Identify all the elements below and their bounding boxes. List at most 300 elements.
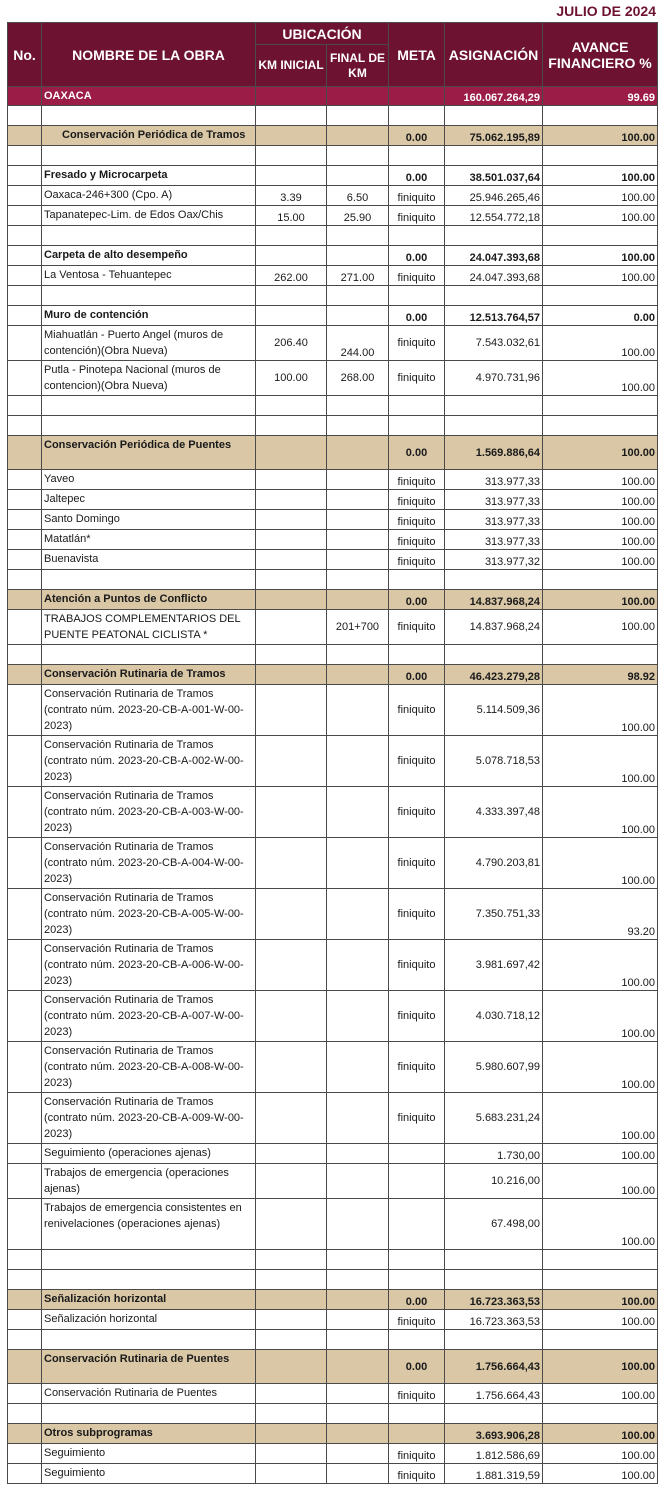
work-name-cell: Carpeta de alto desempeño xyxy=(42,246,256,266)
final-km-cell xyxy=(327,510,389,530)
avance-cell: 100.00 xyxy=(543,530,658,550)
table-row xyxy=(8,186,658,206)
no-cell xyxy=(8,570,42,590)
no-cell xyxy=(8,396,42,416)
table-row xyxy=(8,1444,658,1464)
avance-cell: 100.00 xyxy=(543,1464,658,1484)
blank-row xyxy=(8,1270,658,1290)
meta-cell xyxy=(389,645,445,665)
work-name-cell: Santo Domingo xyxy=(42,510,256,530)
meta-cell xyxy=(389,146,445,166)
final-km-cell xyxy=(327,1444,389,1464)
km-inicial-cell xyxy=(256,436,327,470)
final-km-cell xyxy=(327,306,389,326)
km-inicial-cell xyxy=(256,166,327,186)
km-inicial-cell xyxy=(256,1384,327,1404)
no-cell xyxy=(8,991,42,1042)
blank-row xyxy=(8,1404,658,1424)
final-km-cell xyxy=(327,470,389,490)
work-name-cell: Conservación Rutinaria de Tramos (contrato núm. 2023-20-CB-A-003-W-00-2023) xyxy=(42,787,256,838)
km-inicial-cell xyxy=(256,1270,327,1290)
work-name-cell xyxy=(42,1270,256,1290)
table-row xyxy=(8,1042,658,1093)
no-cell xyxy=(8,1330,42,1350)
km-inicial-cell xyxy=(256,1444,327,1464)
blank-row xyxy=(8,226,658,246)
final-km-cell xyxy=(327,1424,389,1444)
table-row xyxy=(8,1093,658,1144)
table-row xyxy=(8,1144,658,1164)
final-km-cell xyxy=(327,1384,389,1404)
section-row xyxy=(8,1290,658,1310)
km-inicial-cell xyxy=(256,246,327,266)
work-name-cell: Tapanatepec-Lim. de Edos Oax/Chis xyxy=(42,206,256,226)
no-cell xyxy=(8,416,42,436)
no-cell xyxy=(8,610,42,645)
meta-cell: finiquito xyxy=(389,1464,445,1484)
avance-cell: 100.00 xyxy=(543,991,658,1042)
km-inicial-cell xyxy=(256,126,327,146)
asignacion-cell xyxy=(445,416,543,436)
asignacion-cell: 4.790.203,81 xyxy=(445,838,543,889)
no-cell xyxy=(8,1093,42,1144)
km-inicial-cell xyxy=(256,1424,327,1444)
final-km-cell: 25.90 xyxy=(327,206,389,226)
state-row xyxy=(8,87,658,106)
no-cell xyxy=(8,1199,42,1250)
km-inicial-cell: 100.00 xyxy=(256,361,327,396)
section-row xyxy=(8,590,658,610)
km-inicial-cell xyxy=(256,1042,327,1093)
meta-cell xyxy=(389,286,445,306)
avance-cell xyxy=(543,226,658,246)
table-row xyxy=(8,530,658,550)
works-table xyxy=(7,22,658,1484)
km-inicial-cell xyxy=(256,590,327,610)
final-km-cell: 271.00 xyxy=(327,266,389,286)
meta-cell: finiquito xyxy=(389,1042,445,1093)
work-name-cell xyxy=(42,106,256,126)
no-cell xyxy=(8,685,42,736)
table-row xyxy=(8,326,658,361)
km-inicial-cell xyxy=(256,510,327,530)
meta-cell xyxy=(389,396,445,416)
km-inicial-cell: 3.39 xyxy=(256,186,327,206)
asignacion-cell: 1.812.586,69 xyxy=(445,1444,543,1464)
km-inicial-cell: 15.00 xyxy=(256,206,327,226)
table-row xyxy=(8,266,658,286)
asignacion-cell: 46.423.279,28 xyxy=(445,665,543,685)
avance-cell: 100.00 xyxy=(543,490,658,510)
meta-cell: finiquito xyxy=(389,1310,445,1330)
meta-cell: finiquito xyxy=(389,991,445,1042)
meta-cell xyxy=(389,226,445,246)
meta-cell xyxy=(389,1270,445,1290)
asignacion-cell: 313.977,33 xyxy=(445,510,543,530)
final-km-cell xyxy=(327,436,389,470)
km-inicial-cell xyxy=(256,838,327,889)
no-cell xyxy=(8,470,42,490)
final-km-cell xyxy=(327,838,389,889)
table-row xyxy=(8,1164,658,1199)
no-cell xyxy=(8,306,42,326)
work-name-cell: Conservación Rutinaria de Tramos (contrato núm. 2023-20-CB-A-006-W-00-2023) xyxy=(42,940,256,991)
meta-cell: 0.00 xyxy=(389,665,445,685)
final-km-cell xyxy=(327,550,389,570)
avance-cell: 100.00 xyxy=(543,1310,658,1330)
asignacion-cell: 3.693.906,28 xyxy=(445,1424,543,1444)
meta-cell: 0.00 xyxy=(389,1290,445,1310)
no-cell xyxy=(8,940,42,991)
meta-cell: finiquito xyxy=(389,838,445,889)
km-inicial-cell xyxy=(256,306,327,326)
work-name-cell: Muro de contención xyxy=(42,306,256,326)
avance-cell: 100.00 xyxy=(543,1444,658,1464)
no-cell xyxy=(8,226,42,246)
no-cell xyxy=(8,1444,42,1464)
table-row xyxy=(8,685,658,736)
no-cell xyxy=(8,590,42,610)
final-km-cell xyxy=(327,396,389,416)
meta-cell xyxy=(389,1424,445,1444)
asignacion-cell xyxy=(445,1330,543,1350)
avance-cell: 100.00 xyxy=(543,246,658,266)
work-name-cell: Seguimiento xyxy=(42,1464,256,1484)
work-name-cell: Otros subprogramas xyxy=(42,1424,256,1444)
final-km-cell xyxy=(327,1093,389,1144)
meta-cell: finiquito xyxy=(389,1444,445,1464)
work-name-cell: Conservación Rutinaria de Tramos (contrato núm. 2023-20-CB-A-001-W-00-2023) xyxy=(42,685,256,736)
col-avance-header: AVANCE FINANCIERO % xyxy=(543,23,658,87)
no-cell xyxy=(8,246,42,266)
table-row xyxy=(8,1310,658,1330)
section-row xyxy=(8,436,658,470)
work-name-cell: Seguimiento (operaciones ajenas) xyxy=(42,1144,256,1164)
work-name-cell xyxy=(42,146,256,166)
avance-cell: 100.00 xyxy=(543,361,658,396)
work-name-cell: Conservación Rutinaria de Tramos (contrato núm. 2023-20-CB-A-004-W-00-2023) xyxy=(42,838,256,889)
table-row xyxy=(8,1199,658,1250)
work-name-cell: La Ventosa - Tehuantepec xyxy=(42,266,256,286)
avance-cell: 100.00 xyxy=(543,1424,658,1444)
meta-cell: finiquito xyxy=(389,736,445,787)
asignacion-cell: 14.837.968,24 xyxy=(445,590,543,610)
blank-row xyxy=(8,1250,658,1270)
final-km-cell xyxy=(327,87,389,106)
asignacion-cell xyxy=(445,396,543,416)
asignacion-cell: 4.030.718,12 xyxy=(445,991,543,1042)
final-km-cell xyxy=(327,665,389,685)
final-km-cell xyxy=(327,991,389,1042)
no-cell xyxy=(8,1042,42,1093)
km-inicial-cell xyxy=(256,226,327,246)
asignacion-cell: 3.981.697,42 xyxy=(445,940,543,991)
asignacion-cell: 1.756.664,43 xyxy=(445,1350,543,1384)
table-row xyxy=(8,206,658,226)
sub-row xyxy=(8,246,658,266)
work-name-cell xyxy=(42,226,256,246)
avance-cell xyxy=(543,645,658,665)
final-km-cell xyxy=(327,685,389,736)
meta-cell: finiquito xyxy=(389,685,445,736)
meta-cell: finiquito xyxy=(389,470,445,490)
meta-cell: finiquito xyxy=(389,530,445,550)
meta-cell: finiquito xyxy=(389,186,445,206)
work-name-cell: Yaveo xyxy=(42,470,256,490)
meta-cell xyxy=(389,570,445,590)
avance-cell: 100.00 xyxy=(543,166,658,186)
asignacion-cell: 5.114.509,36 xyxy=(445,685,543,736)
avance-cell: 100.00 xyxy=(543,1042,658,1093)
asignacion-cell: 5.078.718,53 xyxy=(445,736,543,787)
final-km-cell: 201+700 xyxy=(327,610,389,645)
meta-cell: 0.00 xyxy=(389,1350,445,1384)
asignacion-cell: 1.730,00 xyxy=(445,1144,543,1164)
asignacion-cell: 16.723.363,53 xyxy=(445,1310,543,1330)
sub-row xyxy=(8,166,658,186)
table-row xyxy=(8,889,658,940)
avance-cell xyxy=(543,1330,658,1350)
work-name-cell: Señalización horizontal xyxy=(42,1290,256,1310)
meta-cell: 0.00 xyxy=(389,166,445,186)
asignacion-cell xyxy=(445,570,543,590)
table-row xyxy=(8,510,658,530)
avance-cell: 100.00 xyxy=(543,590,658,610)
asignacion-cell xyxy=(445,1250,543,1270)
no-cell xyxy=(8,490,42,510)
avance-cell: 100.00 xyxy=(543,1144,658,1164)
no-cell xyxy=(8,838,42,889)
avance-cell xyxy=(543,396,658,416)
meta-cell: 0.00 xyxy=(389,306,445,326)
meta-cell xyxy=(389,1144,445,1164)
asignacion-cell: 1.756.664,43 xyxy=(445,1384,543,1404)
no-cell xyxy=(8,436,42,470)
asignacion-cell: 7.543.032,61 xyxy=(445,326,543,361)
blank-row xyxy=(8,645,658,665)
km-inicial-cell xyxy=(256,570,327,590)
km-inicial-cell xyxy=(256,736,327,787)
meta-cell xyxy=(389,1330,445,1350)
work-name-cell xyxy=(42,645,256,665)
asignacion-cell: 12.513.764,57 xyxy=(445,306,543,326)
table-row xyxy=(8,490,658,510)
blank-row xyxy=(8,106,658,126)
asignacion-cell: 5.980.607,99 xyxy=(445,1042,543,1093)
meta-cell: finiquito xyxy=(389,940,445,991)
avance-cell: 100.00 xyxy=(543,1384,658,1404)
asignacion-cell: 25.946.265,46 xyxy=(445,186,543,206)
col-no-header: No. xyxy=(8,23,42,87)
asignacion-cell xyxy=(445,1404,543,1424)
final-km-cell xyxy=(327,246,389,266)
final-km-cell xyxy=(327,530,389,550)
table-row xyxy=(8,1464,658,1484)
no-cell xyxy=(8,1350,42,1384)
avance-cell xyxy=(543,286,658,306)
km-inicial-cell xyxy=(256,1164,327,1199)
blank-row xyxy=(8,570,658,590)
avance-cell xyxy=(543,1404,658,1424)
km-inicial-cell xyxy=(256,146,327,166)
final-km-cell xyxy=(327,1310,389,1330)
work-name-cell xyxy=(42,396,256,416)
avance-cell: 100.00 xyxy=(543,326,658,361)
work-name-cell: Matatlán* xyxy=(42,530,256,550)
km-inicial-cell xyxy=(256,550,327,570)
asignacion-cell: 313.977,32 xyxy=(445,550,543,570)
table-row xyxy=(8,1384,658,1404)
no-cell xyxy=(8,1310,42,1330)
asignacion-cell: 4.970.731,96 xyxy=(445,361,543,396)
asignacion-cell: 14.837.968,24 xyxy=(445,610,543,645)
table-row xyxy=(8,940,658,991)
meta-cell xyxy=(389,87,445,106)
km-inicial-cell xyxy=(256,991,327,1042)
meta-cell xyxy=(389,106,445,126)
km-inicial-cell xyxy=(256,787,327,838)
meta-cell: finiquito xyxy=(389,889,445,940)
final-km-cell xyxy=(327,126,389,146)
no-cell xyxy=(8,645,42,665)
avance-cell: 99.69 xyxy=(543,87,658,106)
work-name-cell: Conservación Rutinaria de Tramos (contrato núm. 2023-20-CB-A-009-W-00-2023) xyxy=(42,1093,256,1144)
section-row xyxy=(8,1424,658,1444)
blank-row xyxy=(8,1330,658,1350)
final-km-cell xyxy=(327,106,389,126)
avance-cell: 100.00 xyxy=(543,1290,658,1310)
blank-row xyxy=(8,416,658,436)
km-inicial-cell xyxy=(256,1464,327,1484)
km-inicial-cell xyxy=(256,416,327,436)
final-km-cell xyxy=(327,889,389,940)
col-meta-header: META xyxy=(389,23,445,87)
avance-cell: 100.00 xyxy=(543,1093,658,1144)
no-cell xyxy=(8,889,42,940)
km-inicial-cell xyxy=(256,87,327,106)
avance-cell xyxy=(543,1270,658,1290)
final-km-cell xyxy=(327,1270,389,1290)
avance-cell: 100.00 xyxy=(543,838,658,889)
table-body xyxy=(8,87,658,1484)
final-km-cell xyxy=(327,1144,389,1164)
asignacion-cell: 160.067.264,29 xyxy=(445,87,543,106)
no-cell xyxy=(8,550,42,570)
no-cell xyxy=(8,530,42,550)
meta-cell: finiquito xyxy=(389,610,445,645)
no-cell xyxy=(8,286,42,306)
work-name-cell: Trabajos de emergencia consistentes en renivelaciones (operaciones ajenas) xyxy=(42,1199,256,1250)
col-km-inicial-header: KM INICIAL xyxy=(256,45,327,87)
meta-cell: 0.00 xyxy=(389,590,445,610)
asignacion-cell: 10.216,00 xyxy=(445,1164,543,1199)
col-name-header: NOMBRE DE LA OBRA xyxy=(42,23,256,87)
final-km-cell: 244.00 xyxy=(327,326,389,361)
col-asignacion-header: ASIGNACIÓN xyxy=(445,23,543,87)
asignacion-cell: 24.047.393,68 xyxy=(445,246,543,266)
asignacion-cell: 4.333.397,48 xyxy=(445,787,543,838)
no-cell xyxy=(8,1144,42,1164)
meta-cell: 0.00 xyxy=(389,246,445,266)
asignacion-cell xyxy=(445,146,543,166)
report-date: JULIO DE 2024 xyxy=(556,3,656,19)
section-row xyxy=(8,1350,658,1384)
km-inicial-cell xyxy=(256,940,327,991)
final-km-cell xyxy=(327,1290,389,1310)
work-name-cell xyxy=(42,416,256,436)
col-ubicacion-header: UBICACIÓN xyxy=(256,23,389,45)
work-name-cell: Jaltepec xyxy=(42,490,256,510)
work-name-cell: Conservación Periódica de Puentes xyxy=(42,436,256,470)
work-name-cell: Miahuatlán - Puerto Angel (muros de contención)(Obra Nueva) xyxy=(42,326,256,361)
asignacion-cell: 67.498,00 xyxy=(445,1199,543,1250)
work-name-cell: Conservación Rutinaria de Tramos (contrato núm. 2023-20-CB-A-005-W-00-2023) xyxy=(42,889,256,940)
no-cell xyxy=(8,1290,42,1310)
work-name-cell: Señalización horizontal xyxy=(42,1310,256,1330)
work-name-cell: Fresado y Microcarpeta xyxy=(42,166,256,186)
work-name-cell: Buenavista xyxy=(42,550,256,570)
work-name-cell xyxy=(42,1250,256,1270)
final-km-cell xyxy=(327,1404,389,1424)
table-row xyxy=(8,361,658,396)
meta-cell: finiquito xyxy=(389,1093,445,1144)
avance-cell xyxy=(543,416,658,436)
no-cell xyxy=(8,1250,42,1270)
avance-cell: 100.00 xyxy=(543,470,658,490)
table-row xyxy=(8,610,658,645)
meta-cell: finiquito xyxy=(389,326,445,361)
asignacion-cell: 12.554.772,18 xyxy=(445,206,543,226)
no-cell xyxy=(8,361,42,396)
no-cell xyxy=(8,1424,42,1444)
asignacion-cell xyxy=(445,1270,543,1290)
no-cell xyxy=(8,1270,42,1290)
table-row xyxy=(8,736,658,787)
work-name-cell: Conservación Periódica de Tramos xyxy=(42,126,256,146)
work-name-cell: TRABAJOS COMPLEMENTARIOS DEL PUENTE PEATONAL CICLISTA * xyxy=(42,610,256,645)
no-cell xyxy=(8,1404,42,1424)
no-cell xyxy=(8,166,42,186)
blank-row xyxy=(8,286,658,306)
km-inicial-cell xyxy=(256,1290,327,1310)
no-cell xyxy=(8,1384,42,1404)
work-name-cell xyxy=(42,286,256,306)
final-km-cell xyxy=(327,940,389,991)
no-cell xyxy=(8,266,42,286)
asignacion-cell xyxy=(445,226,543,246)
final-km-cell xyxy=(327,286,389,306)
meta-cell: finiquito xyxy=(389,550,445,570)
km-inicial-cell xyxy=(256,396,327,416)
final-km-cell xyxy=(327,1042,389,1093)
final-km-cell xyxy=(327,416,389,436)
asignacion-cell xyxy=(445,106,543,126)
table-row xyxy=(8,838,658,889)
avance-cell: 100.00 xyxy=(543,736,658,787)
avance-cell: 100.00 xyxy=(543,126,658,146)
avance-cell xyxy=(543,146,658,166)
meta-cell: finiquito xyxy=(389,361,445,396)
km-inicial-cell xyxy=(256,645,327,665)
work-name-cell: Conservación Rutinaria de Tramos (contrato núm. 2023-20-CB-A-007-W-00-2023) xyxy=(42,991,256,1042)
avance-cell: 100.00 xyxy=(543,1350,658,1384)
asignacion-cell: 1.881.319,59 xyxy=(445,1464,543,1484)
work-name-cell xyxy=(42,1330,256,1350)
no-cell xyxy=(8,87,42,106)
blank-row xyxy=(8,396,658,416)
meta-cell xyxy=(389,1199,445,1250)
blank-row xyxy=(8,146,658,166)
